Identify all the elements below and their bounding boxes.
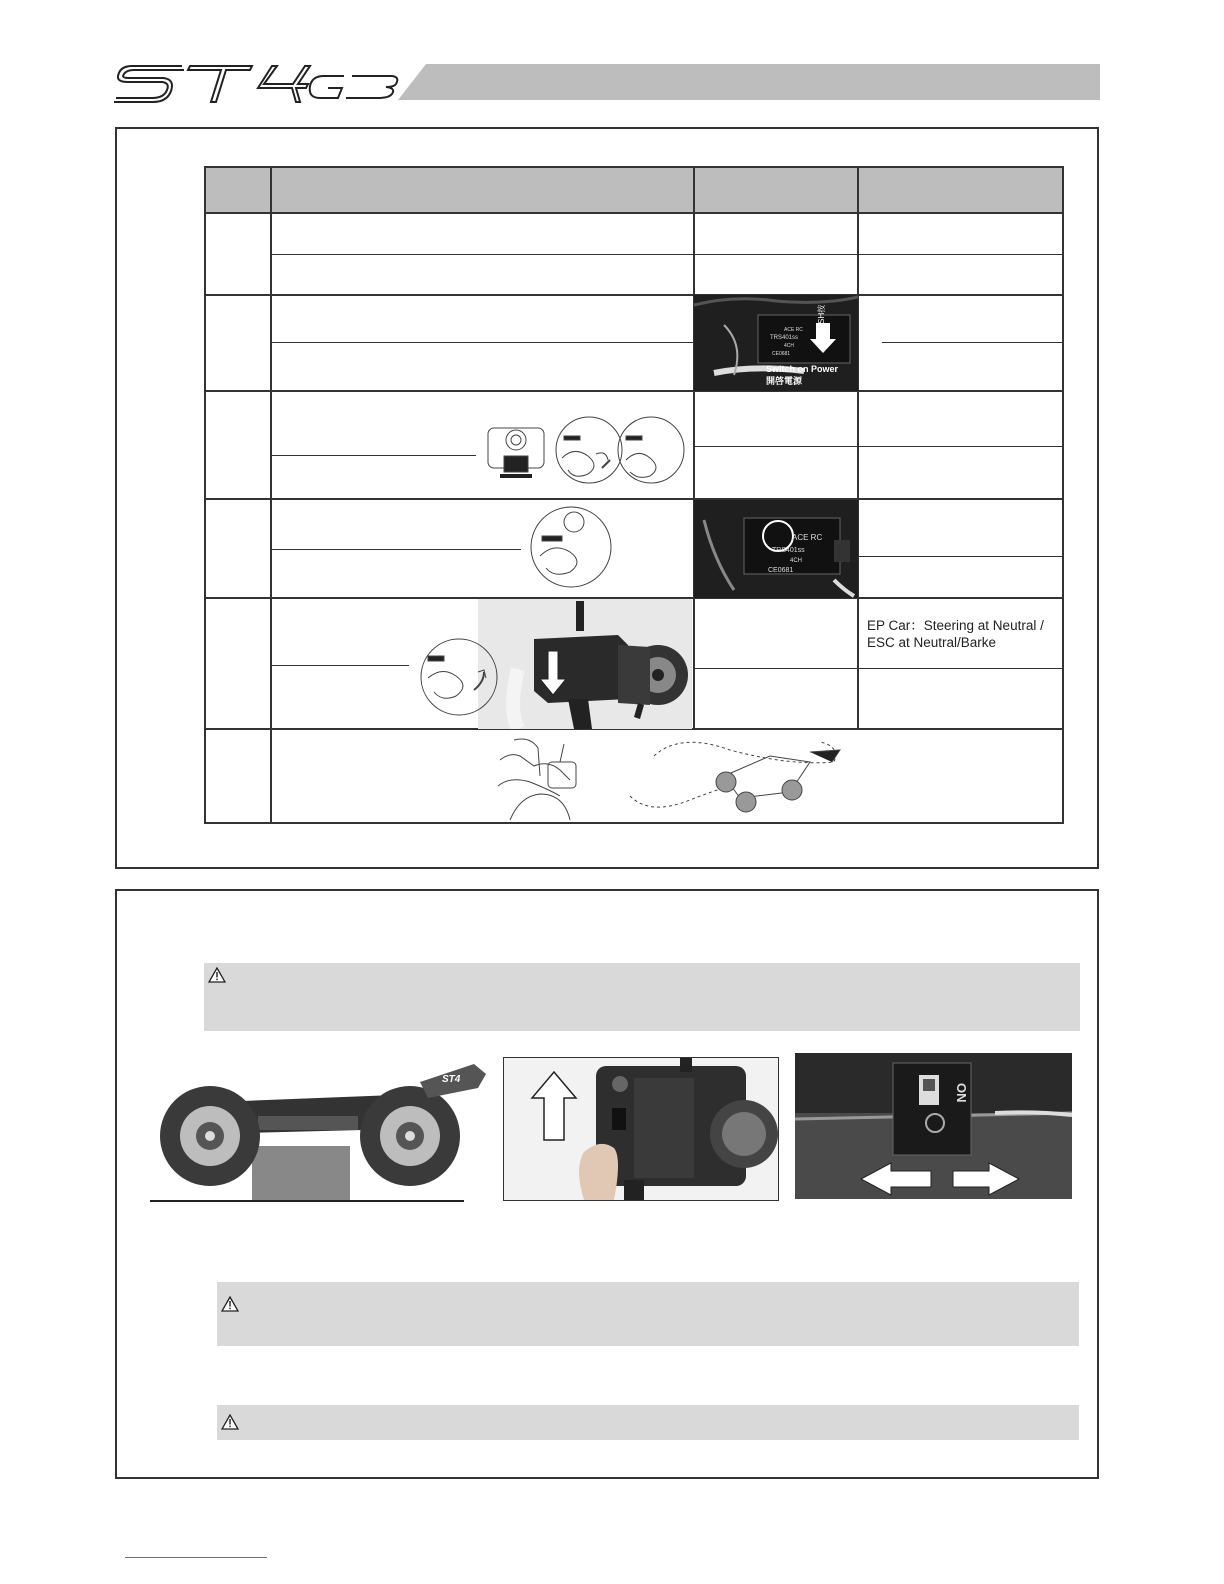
- warning-icon: [208, 967, 226, 983]
- svg-text:ACE RC: ACE RC: [784, 327, 803, 333]
- svg-text:ON: ON: [954, 1083, 969, 1103]
- warning-box-3: [217, 1405, 1079, 1440]
- svg-text:CE0681: CE0681: [772, 351, 791, 357]
- driving-illustrations: [490, 736, 860, 820]
- svg-text:開啓電源: 開啓電源: [766, 377, 803, 387]
- receiver-bind-photo: [694, 500, 858, 598]
- warning-icon: [221, 1296, 239, 1312]
- warning-box-2: [217, 1282, 1079, 1346]
- transmitter-trim-illustrations: [478, 410, 690, 492]
- receiver-switch-photo: [795, 1053, 1072, 1199]
- svg-text:4CH: 4CH: [790, 558, 803, 564]
- svg-text:ST4: ST4: [442, 1074, 461, 1085]
- svg-text:ACE RC: ACE RC: [792, 533, 823, 542]
- transmitter-neutral-illustration: [418, 632, 500, 722]
- svg-text:TRS401ss: TRS401ss: [772, 547, 805, 554]
- st4g3-logo-icon: [112, 58, 402, 108]
- car-on-stand-image: [148, 1058, 486, 1206]
- warning-box-1: [204, 963, 1080, 1031]
- svg-text:TRS401ss: TRS401ss: [770, 335, 799, 341]
- header-bar: [398, 64, 1100, 100]
- footer-link-underline[interactable]: [125, 1557, 267, 1558]
- table-header-row: [204, 166, 1064, 213]
- svg-text:PUSH按: PUSH按: [817, 304, 826, 335]
- receiver-power-photo: [694, 295, 858, 391]
- transmitter-bind-illustration: [528, 500, 614, 594]
- warning-icon: [221, 1414, 239, 1430]
- transmitter-photo: [478, 599, 692, 729]
- transmitter-switch-photo: [503, 1057, 779, 1201]
- svg-text:Switch on Power: Switch on Power: [766, 364, 839, 374]
- svg-text:4CH: 4CH: [784, 343, 795, 349]
- svg-text:CE0681: CE0681: [768, 567, 794, 574]
- st4g3-logo: [112, 58, 402, 108]
- ep-car-neutral-note: EP Car：Steering at Neutral / ESC at Neutral/Barke: [867, 618, 1044, 650]
